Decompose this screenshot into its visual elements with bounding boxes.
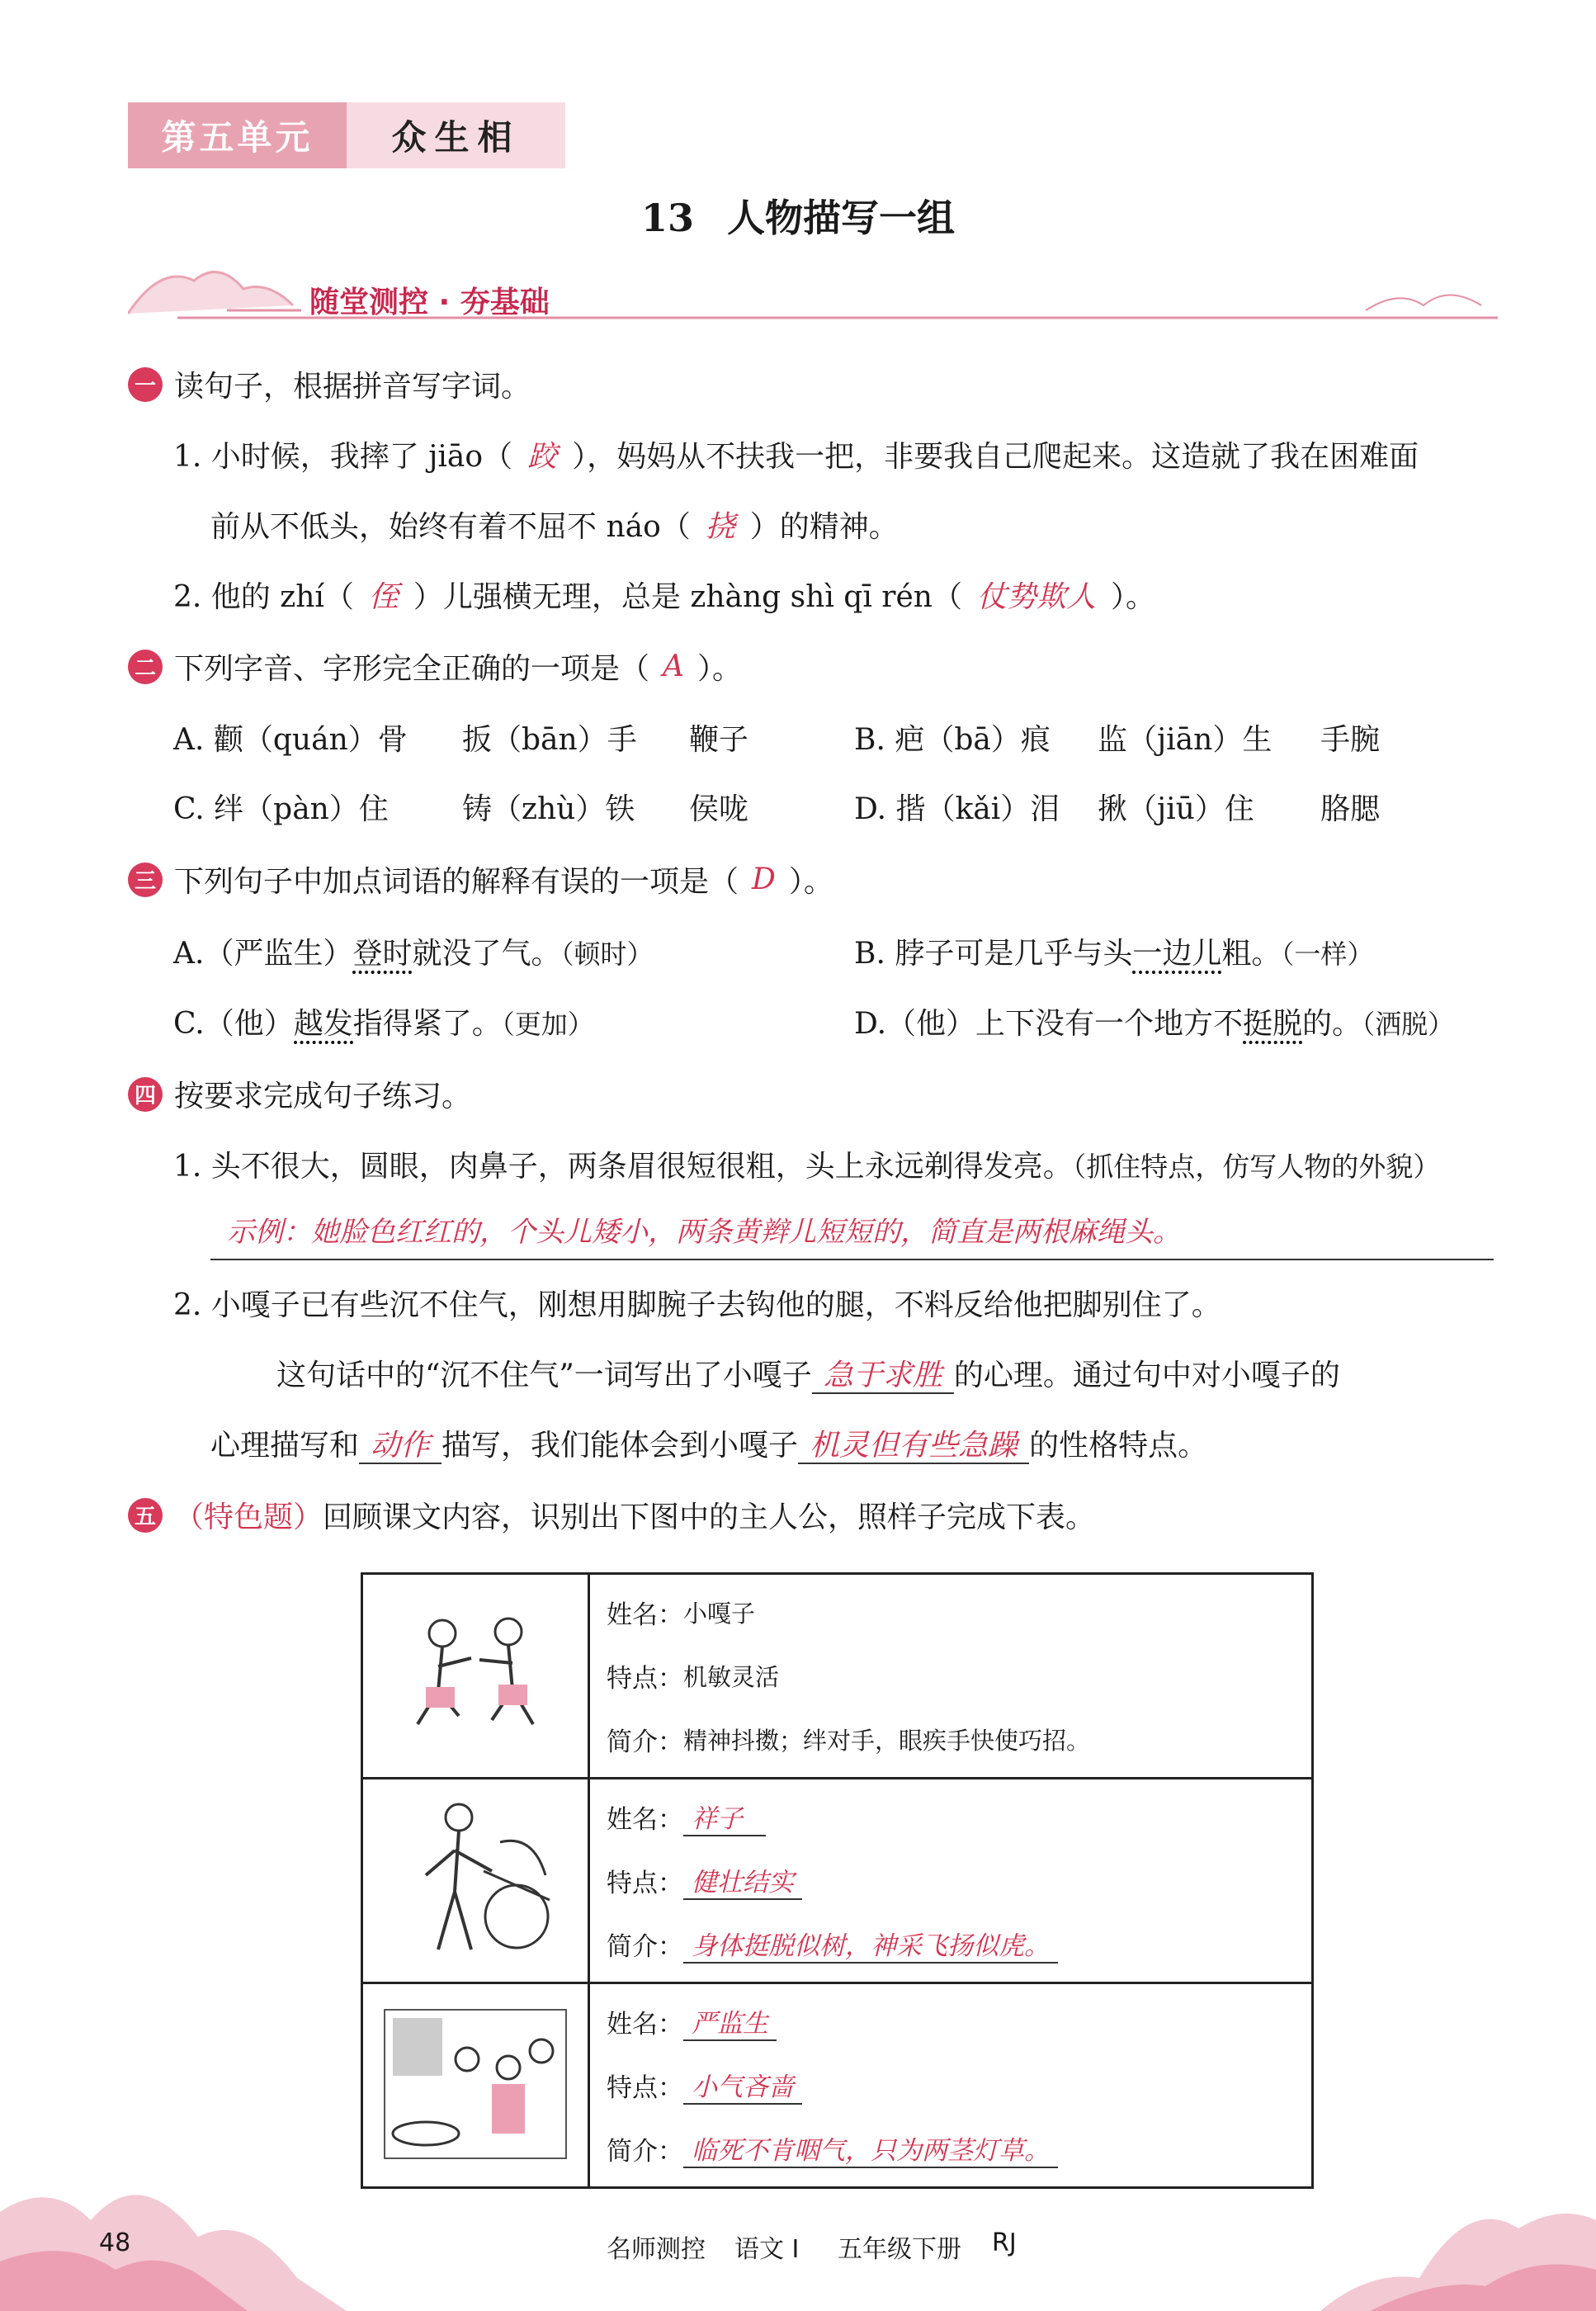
q1-item2-answer2: 仗势欺人 (976, 580, 1096, 614)
q3-optD-note: （洒脱） (1362, 1009, 1455, 1040)
q5-tag: （特色题） (174, 1500, 323, 1534)
label-name: 姓名： (607, 1600, 683, 1630)
q3-optA-note: （顿时） (560, 938, 654, 970)
wrestling-boys-illustration-icon (393, 1600, 558, 1749)
q4-badge: 四 (128, 1077, 163, 1112)
q3-optD (854, 1000, 1454, 1042)
label-trait: 特点： (607, 2073, 683, 2103)
q1-title: 读句子，根据拼音写字词。 (174, 370, 531, 404)
q2-optD-1: D. 揩（kǎi）泪 (854, 792, 1060, 826)
q3-title-b: ）。 (788, 865, 833, 899)
q2-title-a: 下列字音、字形完全正确的一项是（ (174, 652, 650, 686)
label-intro: 简介： (607, 1727, 683, 1757)
table-row (362, 1779, 1313, 1983)
rickshaw-puller-illustration-icon (393, 1793, 558, 1966)
q4-item2-line2 (276, 1352, 1340, 1394)
q3-optB-post: 粗。 (1221, 937, 1282, 971)
q3-optD-pre: D.（他）上下没有一个地方不 (854, 1007, 1244, 1041)
name-row (607, 1785, 1310, 1849)
character-table (361, 1572, 1314, 2189)
name-row (607, 1581, 1310, 1644)
q2-optD-3: 胳腮 (1320, 792, 1381, 826)
q1-item2-text-a: 2. 他的 zhí（ (173, 580, 354, 614)
character-name-answer[interactable]: 严监生 (683, 2002, 777, 2041)
q5-badge: 五 (128, 1498, 163, 1533)
decor-mountain-right (1320, 2113, 1596, 2311)
unit-label: 第五单元 (128, 102, 347, 168)
character-name-answer[interactable]: 祥子 (683, 1798, 766, 1836)
label-intro: 简介： (607, 2137, 683, 2167)
q1-item1-answer2: 挠 (705, 510, 735, 544)
q1-item2-answer1: 侄 (368, 580, 399, 614)
footer-subject: 语文 I (734, 2235, 800, 2264)
character-trait-answer[interactable]: 小气吝啬 (683, 2066, 802, 2105)
label-trait: 特点： (607, 1664, 683, 1694)
q3-badge: 三 (128, 862, 163, 897)
q2-optB-2: 监（jiān）生 (1098, 723, 1273, 757)
character-info-cell (589, 1574, 1313, 1779)
unit-tab (128, 102, 565, 168)
q2-optA-3: 鞭子 (689, 723, 749, 757)
q1-badge: 一 (128, 367, 163, 402)
q4-item2-answer1: 急于求胜 (812, 1359, 954, 1394)
character-intro-answer[interactable]: 身体挺脱似树，神采飞扬似虎。 (683, 1925, 1058, 1964)
illustration-cell (362, 1574, 589, 1779)
section-banner-label: 随堂测控 · 夯基础 (309, 286, 550, 319)
q2-answer: A (663, 650, 685, 683)
q1-item1-text-a: 1. 小时候，我摔了 jiāo（ (173, 440, 513, 474)
label-trait: 特点： (607, 1869, 683, 1898)
intro-row (607, 1912, 1310, 1976)
intro-row (607, 2117, 1310, 2181)
q4-item1-note: （抓住特点，仿写人物的外貌） (1072, 1151, 1441, 1183)
q2-optB-3: 手腕 (1320, 723, 1381, 757)
q3-optA-post: 就没了气。 (412, 937, 561, 971)
q2-optC-1: C. 绊（pàn）住 (173, 792, 389, 826)
q4-title: 按要求完成句子练习。 (174, 1080, 472, 1113)
q2-optC-2: 铸（zhù）铁 (462, 792, 635, 826)
illustration-cell (362, 1983, 589, 2188)
q3-optA (173, 930, 654, 972)
q3-optB-pre: B. 脖子可是几乎与头 (854, 937, 1133, 971)
table-row (362, 1983, 1313, 2188)
q5-heading (128, 1494, 1095, 1536)
footer-book: 名师测控 (607, 2235, 706, 2264)
q1-heading (128, 363, 531, 405)
q3-optA-dotted: 登时 (352, 937, 412, 974)
character-intro-answer[interactable]: 临死不肯咽气，只为两茎灯草。 (683, 2129, 1058, 2168)
q3-heading (128, 858, 833, 900)
intro-row (607, 1708, 1310, 1771)
q4-item2: 2. 小嘎子已有些沉不住气，刚想用脚腕子去钩他的腿，不料反给他把脚别住了。 (173, 1288, 1221, 1322)
lesson-number: 13 (640, 196, 694, 240)
character-trait-answer[interactable]: 健壮结实 (683, 1861, 802, 1900)
q2-title-b: ）。 (697, 652, 743, 686)
q4-item2-line3 (210, 1422, 1207, 1464)
section-banner (128, 256, 1498, 330)
q4-heading (128, 1073, 471, 1115)
character-intro: 精神抖擞；绊对手，眼疾手快使巧招。 (683, 1727, 1091, 1755)
q1-item2 (173, 574, 1155, 616)
q1-item1-text-c: 前从不低头，始终有着不屈不 náo（ (210, 510, 691, 544)
q1-item1-answer1: 跤 (527, 440, 558, 474)
footer-edition: RJ (992, 2228, 1017, 2257)
q2-heading (128, 645, 742, 688)
character-name: 小嘎子 (683, 1600, 756, 1628)
q2-optA-1: A. 颧（quán）骨 (173, 723, 408, 757)
q3-optB (854, 930, 1373, 972)
q2-badge: 二 (128, 650, 163, 684)
q1-item1-line1 (173, 433, 1419, 475)
q3-optB-note: （一样） (1281, 938, 1374, 970)
q4-item2-text-c3: 的性格特点。 (1029, 1429, 1208, 1463)
q3-optC-pre: C.（他） (173, 1007, 294, 1041)
lesson-title (0, 188, 1596, 243)
q4-item2-text-b1: 这句话中的“沉不住气”一词写出了小嘎子 (276, 1359, 812, 1392)
illustration-cell (362, 1779, 589, 1983)
q3-optA-pre: A.（严监生） (173, 937, 353, 971)
q4-item2-answer2: 动作 (359, 1429, 441, 1464)
q3-answer: D (752, 862, 776, 896)
q2-optB-1: B. 疤（bā）痕 (854, 723, 1051, 757)
q1-item2-text-b: ）儿强横无理，总是 zhàng shì qī rén（ (413, 580, 962, 614)
lesson-title-text: 人物描写一组 (727, 196, 955, 240)
table-row (362, 1574, 1313, 1779)
label-intro: 简介： (607, 1932, 683, 1962)
deathbed-scene-illustration-icon (376, 2001, 574, 2167)
q1-item1-line2 (210, 503, 899, 546)
q3-title-a: 下列句子中加点词语的解释有误的一项是（ (174, 865, 739, 899)
name-row (607, 1990, 1310, 2053)
q1-item2-text-c: ）。 (1111, 580, 1156, 614)
q3-optC-post: 指得紧了。 (352, 1007, 502, 1041)
label-name: 姓名： (607, 1805, 683, 1835)
q1-item1-text-d: ）的精神。 (749, 510, 899, 544)
q3-optD-post: 的。 (1302, 1007, 1362, 1041)
q4-item1-answer-line[interactable] (210, 1209, 1494, 1260)
q3-optD-dotted: 挺脱 (1243, 1007, 1302, 1044)
trait-row (607, 1849, 1310, 1912)
q3-optB-dotted: 一边儿 (1132, 937, 1221, 974)
character-info-cell (589, 1779, 1313, 1983)
q4-item2-text-c1: 心理描写和 (210, 1429, 360, 1463)
character-trait: 机敏灵活 (683, 1663, 780, 1691)
q2-optA-2: 扳（bān）手 (462, 723, 637, 757)
q3-optC (173, 1000, 594, 1042)
trait-row (607, 2053, 1310, 2117)
q4-item2-text-c2: 描写，我们能体会到小嘎子 (441, 1429, 799, 1463)
label-name: 姓名： (607, 2010, 683, 2039)
q3-optC-note: （更加） (501, 1009, 594, 1040)
q3-optC-dotted: 越发 (294, 1007, 353, 1044)
q1-item1-text-b: ），妈妈从不扶我一把，非要我自己爬起来。这造就了我在困难面 (572, 440, 1419, 474)
q4-item1-text: 1. 头不很大，圆眼，肉鼻子，两条眉很短很粗，头上永远剃得发亮。 (173, 1150, 1073, 1184)
q2-optD-2: 揪（jiū）住 (1098, 792, 1254, 826)
q2-optC-3: 侯咙 (689, 792, 749, 826)
q4-item2-answer3: 机灵但有些急躁 (798, 1429, 1029, 1464)
q4-item1 (173, 1143, 1440, 1185)
unit-theme: 众生相 (347, 102, 565, 168)
q4-item1-answer: 示例：她脸色红红的，个头儿矮小，两条黄辫儿短短的，简直是两根麻绳头。 (227, 1216, 1181, 1249)
page-number: 48 (99, 2228, 131, 2257)
q5-title: 回顾课文内容，识别出下图中的主人公，照样子完成下表。 (323, 1500, 1096, 1534)
character-info-cell (589, 1983, 1313, 2188)
trait-row (607, 1644, 1310, 1708)
decor-mountain-left (0, 2113, 347, 2311)
footer-grade: 五年级下册 (838, 2235, 961, 2264)
q4-item2-text-b2: 的心理。通过句中对小嘎子的 (953, 1359, 1340, 1392)
